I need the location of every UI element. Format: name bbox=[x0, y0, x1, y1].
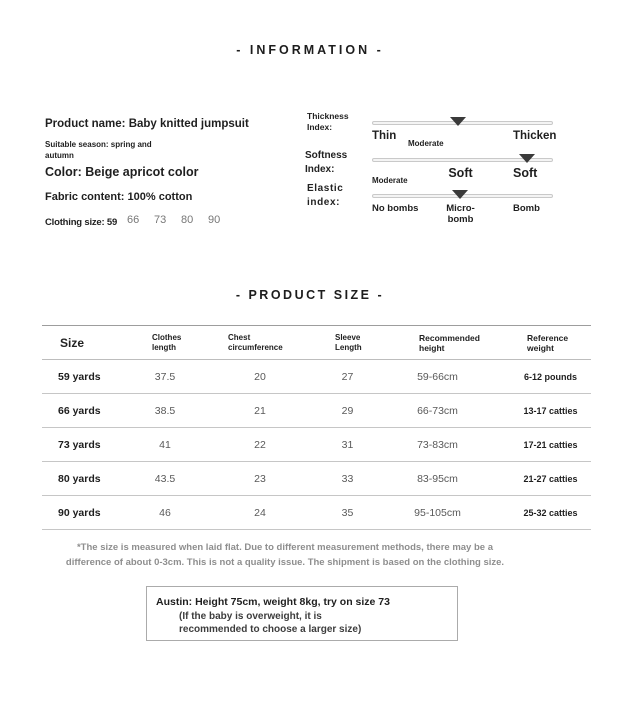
size-option: 73 bbox=[154, 214, 167, 226]
clothing-size-row bbox=[45, 214, 245, 230]
model-note-sub-line1: (If the baby is overweight, it is bbox=[179, 611, 322, 622]
slider-marker-icon bbox=[450, 117, 466, 126]
table-cell-chest: 21 bbox=[254, 404, 266, 417]
thickness-label-line2: Index: bbox=[307, 122, 333, 132]
table-cell-height: 95-105cm bbox=[414, 506, 461, 519]
model-note-box bbox=[146, 586, 458, 641]
softness-scale-right: Soft bbox=[513, 166, 538, 180]
elastic-mid-line2: bomb bbox=[447, 214, 474, 225]
table-cell-height: 59-66cm bbox=[417, 370, 458, 383]
table-cell-sleeve: 33 bbox=[341, 472, 354, 485]
table-cell-chest: 20 bbox=[254, 370, 266, 383]
table-cell-height: 73-83cm bbox=[417, 438, 458, 451]
elastic-mid-line1: Micro- bbox=[446, 203, 475, 214]
table-cell-weight: 21-27 catties bbox=[523, 473, 578, 484]
header-height-line1: Recommended bbox=[419, 332, 480, 343]
table-cell-clothes: 37.5 bbox=[154, 370, 176, 383]
product-name-text: Product name: Baby knitted jumpsuit bbox=[45, 118, 249, 130]
slider-marker-icon bbox=[519, 154, 535, 163]
table-cell-sleeve: 29 bbox=[341, 404, 354, 417]
size-option: 66 bbox=[127, 214, 140, 226]
header-reference-weight bbox=[510, 333, 591, 353]
table-cell-size: 90 yards bbox=[58, 506, 101, 519]
table-row bbox=[42, 428, 591, 462]
table-row bbox=[42, 496, 591, 530]
header-recommended-height bbox=[365, 333, 510, 353]
thickness-slider-bar bbox=[372, 121, 553, 125]
suitable-season-text bbox=[45, 139, 152, 161]
header-clothes-length bbox=[140, 333, 190, 353]
table-cell-size: 73 yards bbox=[58, 438, 101, 451]
thickness-scale-left: Thin bbox=[372, 130, 397, 142]
header-clothes-line2: length bbox=[152, 342, 176, 352]
table-cell-weight: 6-12 pounds bbox=[523, 371, 577, 382]
softness-label-line1: Softness bbox=[305, 150, 348, 161]
table-cell-chest: 22 bbox=[254, 438, 266, 451]
thickness-label-line1: Thickness bbox=[307, 111, 349, 121]
table-row bbox=[42, 394, 591, 428]
model-note-title: Austin: Height 75cm, weight 8kg, try on size 73 bbox=[156, 596, 390, 608]
table-cell-size: 80 yards bbox=[58, 472, 101, 485]
table-cell-weight: 13-17 catties bbox=[523, 405, 578, 416]
table-cell-clothes: 43.5 bbox=[154, 472, 176, 485]
table-cell-weight: 25-32 catties bbox=[523, 507, 578, 518]
softness-label-line2: Index: bbox=[305, 163, 335, 175]
table-cell-chest: 23 bbox=[254, 472, 266, 485]
softness-scale-mid: Soft bbox=[448, 166, 473, 180]
header-height-line2: height bbox=[419, 342, 445, 353]
size-option: 90 bbox=[208, 214, 221, 226]
table-cell-size: 66 yards bbox=[58, 404, 101, 417]
table-cell-size: 59 yards bbox=[58, 370, 101, 383]
product-size-title: - PRODUCT SIZE - bbox=[235, 288, 385, 302]
thickness-index-label bbox=[307, 111, 349, 133]
information-title: - INFORMATION - bbox=[236, 43, 384, 57]
elastic-scale-left: No bombs bbox=[372, 203, 419, 214]
header-sleeve-length bbox=[330, 333, 365, 353]
header-weight-line1: Reference bbox=[527, 332, 569, 343]
header-sleeve-line1: Sleeve bbox=[335, 332, 361, 342]
header-chest-line1: Chest bbox=[228, 332, 251, 342]
table-cell-chest: 24 bbox=[254, 506, 266, 519]
table-row bbox=[42, 360, 591, 394]
color-text: Color: Beige apricot color bbox=[45, 165, 199, 179]
softness-index-label bbox=[305, 149, 347, 176]
model-note-sub-line2: recommended to choose a larger size) bbox=[179, 624, 362, 635]
table-cell-clothes: 38.5 bbox=[154, 404, 176, 417]
header-sleeve-line2: Length bbox=[335, 342, 362, 352]
disclaimer-line1: *The size is measured when laid flat. Due to different measurement methods, there may be a bbox=[76, 542, 493, 553]
header-clothes-line1: Clothes bbox=[152, 332, 182, 342]
thickness-scale-right: Thicken bbox=[513, 130, 557, 142]
table-cell-clothes: 41 bbox=[159, 438, 171, 451]
table-cell-sleeve: 31 bbox=[341, 438, 354, 451]
softness-scale-left: Moderate bbox=[372, 176, 408, 185]
elastic-label-line1: Elastic bbox=[307, 183, 344, 194]
season-line-1: Suitable season: spring and bbox=[45, 140, 152, 149]
table-cell-height: 66-73cm bbox=[417, 404, 458, 417]
disclaimer-line2: difference of about 0-3cm. This is not a quality issue. The shipment is based on the clothing size. bbox=[65, 557, 505, 568]
fabric-content-text: Fabric content: 100% cotton bbox=[45, 191, 193, 203]
table-cell-clothes: 46 bbox=[159, 506, 171, 519]
table-cell-height: 83-95cm bbox=[417, 472, 458, 485]
table-cell-sleeve: 27 bbox=[341, 370, 354, 383]
size-table-body bbox=[42, 360, 591, 530]
season-line-2: autumn bbox=[45, 151, 74, 160]
table-cell-weight: 17-21 catties bbox=[523, 439, 578, 450]
elastic-scale-right: Bomb bbox=[513, 203, 540, 214]
softness-slider-bar bbox=[372, 158, 553, 162]
thickness-scale-mid: Moderate bbox=[408, 139, 444, 148]
size-table bbox=[42, 325, 591, 530]
elastic-label-line2: index: bbox=[307, 197, 341, 208]
table-cell-sleeve: 35 bbox=[341, 506, 354, 519]
header-chest-line2: circumference bbox=[228, 342, 283, 352]
size-disclaimer-text bbox=[40, 540, 530, 570]
header-chest-circumference bbox=[190, 333, 330, 353]
header-weight-line2: weight bbox=[527, 342, 554, 353]
elastic-scale-mid bbox=[408, 203, 513, 225]
clothing-size-label: Clothing size: 59 bbox=[45, 217, 118, 228]
elastic-index-label bbox=[307, 182, 343, 210]
size-option: 80 bbox=[181, 214, 194, 226]
header-size: Size bbox=[60, 335, 85, 350]
slider-marker-icon bbox=[452, 190, 468, 199]
table-row bbox=[42, 462, 591, 496]
size-table-header-row bbox=[42, 325, 591, 360]
elastic-slider-bar bbox=[372, 194, 553, 198]
